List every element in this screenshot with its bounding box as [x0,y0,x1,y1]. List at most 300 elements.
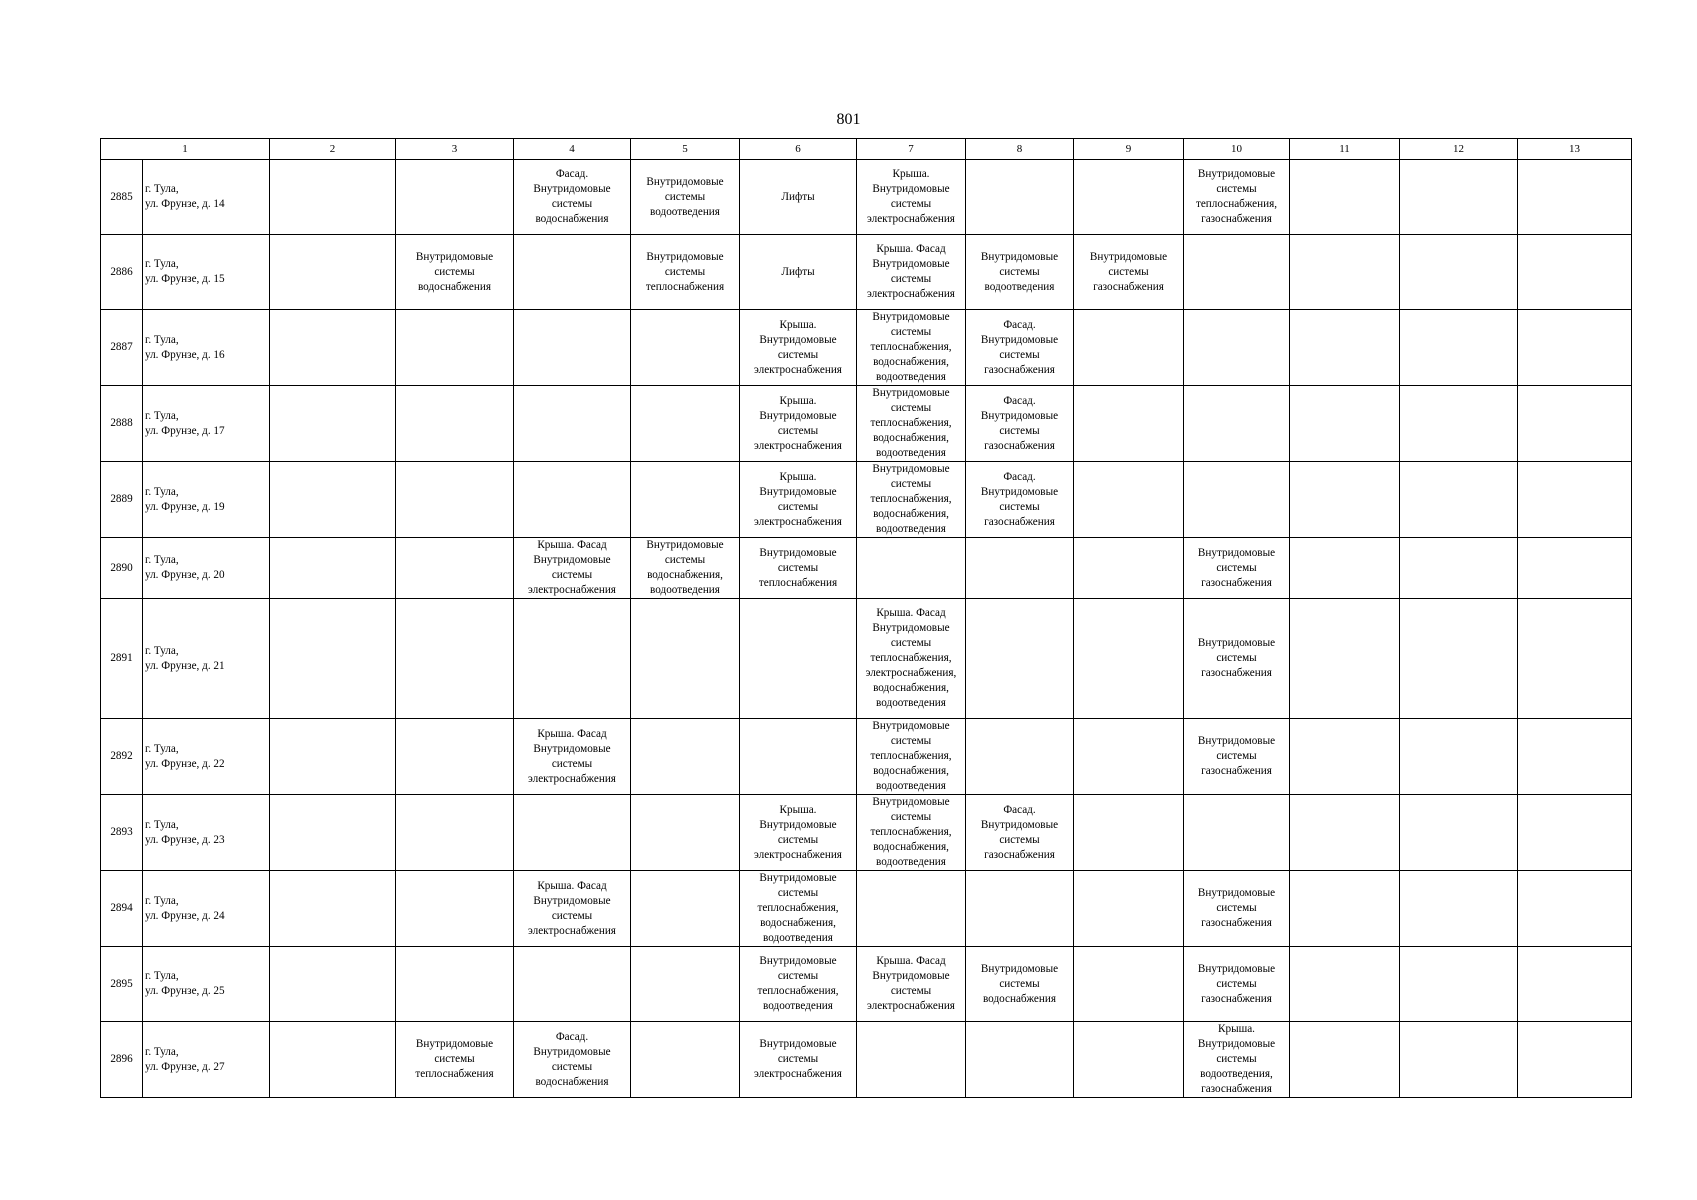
work-type-text: системы [1216,561,1257,574]
row-number: 2889 [101,462,143,538]
table-row [101,462,1632,538]
work-type-text: системы [1108,265,1149,278]
work-type-text: Внутридомовые [872,387,950,399]
address-cell [143,386,270,462]
work-cell-col-6 [740,160,857,235]
address-line: ул. Фрунзе, д. 27 [145,1060,225,1073]
address-line: г. Тула, [145,333,179,346]
address-line: ул. Фрунзе, д. 21 [145,659,225,672]
work-cell-col-13 [1518,235,1632,310]
work-cell-col-11 [1290,160,1400,235]
work-type-text: газоснабжения [1201,917,1272,929]
work-type-text: Крыша. Фасад [537,879,607,892]
work-cell-col-5 [631,538,740,599]
work-cell-col-6 [740,719,857,795]
work-cell-col-8 [966,719,1074,795]
work-cell-col-9 [1074,719,1184,795]
work-type-text: системы [551,198,593,210]
table-row [101,719,1632,795]
work-cell-col-11 [1290,386,1400,462]
work-cell-col-10 [1184,386,1290,462]
work-cell-col-5 [631,462,740,538]
work-type-text: Внутридомовые [1197,637,1276,649]
address-line: г. Тула, [145,554,179,566]
column-header-2: 2 [270,139,396,160]
work-cell-col-13 [1518,947,1632,1022]
address-cell [143,160,270,235]
address-line: г. Тула, [145,485,179,498]
row-number: 2893 [101,795,143,871]
work-cell-col-8 [966,538,1074,599]
work-cell-col-4 [514,310,631,386]
work-type-text: Крыша. Фасад [537,539,607,551]
column-header-10: 10 [1184,139,1290,160]
row-number: 2887 [101,310,143,386]
work-cell-col-5 [631,310,740,386]
work-type-text: Внутридомовые [759,818,837,831]
work-cell-col-10 [1184,599,1290,719]
work-cell-col-8 [966,795,1074,871]
work-cell-col-12 [1400,719,1518,795]
work-cell-col-7 [857,599,966,719]
work-type-text: Фасад. [1003,470,1036,483]
table-row [101,310,1632,386]
work-cell-col-3 [396,462,514,538]
work-cell-col-2 [270,235,396,310]
work-type-text: Лифты [781,265,815,278]
work-type-text: системы [1216,977,1257,990]
work-type-text: водоснабжения, [873,765,949,777]
row-number: 2894 [101,871,143,947]
column-header-5: 5 [631,139,740,160]
table-row [101,1022,1632,1098]
work-cell-col-4 [514,160,631,235]
work-cell-col-9 [1074,599,1184,719]
work-cell-col-3 [396,310,514,386]
work-type-text: Внутридомовые [1089,250,1168,263]
address-cell [143,235,270,310]
work-cell-col-7 [857,386,966,462]
address-line: г. Тула, [145,894,179,907]
work-type-text: системы [890,811,932,823]
work-type-text: Лифты [781,190,815,203]
work-type-text: Внутридомовые [872,720,950,732]
work-cell-col-12 [1400,947,1518,1022]
work-type-text: водоотведения [763,1000,833,1012]
work-cell-col-2 [270,1022,396,1098]
work-type-text: Крыша. [779,318,817,331]
work-cell-col-12 [1400,386,1518,462]
work-type-text: водоотведения [984,280,1055,293]
work-type-text: газоснабжения [984,848,1055,861]
table-row [101,386,1632,462]
work-type-text: Внутридомовые [759,333,837,346]
work-cell-col-2 [270,795,396,871]
work-cell-col-10 [1184,795,1290,871]
work-cell-col-4 [514,871,631,947]
work-type-text: системы [999,500,1040,513]
work-cell-col-4 [514,1022,631,1098]
work-type-text: Внутридомовые [980,250,1059,263]
work-type-text: системы [890,478,932,490]
work-type-text: газоснабжения [984,515,1055,528]
work-cell-col-13 [1518,386,1632,462]
work-type-text: Крыша. Фасад [876,955,946,967]
work-type-text: водоснабжения [535,1075,609,1088]
work-cell-col-2 [270,599,396,719]
work-type-text: системы [890,985,932,997]
work-type-text: Внутридомовые [980,962,1059,975]
work-cell-col-8 [966,310,1074,386]
column-header-9: 9 [1074,139,1184,160]
work-type-text: водоотведения [876,856,946,868]
table-row [101,235,1632,310]
work-type-text: системы [999,348,1040,361]
work-cell-col-13 [1518,795,1632,871]
work-type-text: Внутридомовые [533,742,611,755]
work-type-text: системы [664,554,706,566]
work-type-text: теплоснабжения [415,1068,494,1080]
work-type-text: Крыша. Фасад [876,607,946,619]
table-row [101,947,1632,1022]
work-type-text: водоснабжения, [760,917,836,929]
work-type-text: системы [551,757,593,770]
row-number: 2885 [101,160,143,235]
work-type-text: Внутридомовые [533,1045,611,1058]
work-type-text: Крыша. [892,168,930,180]
work-cell-col-3 [396,599,514,719]
work-type-text: газоснабжения [1201,992,1272,1005]
work-cell-col-13 [1518,462,1632,538]
work-type-text: системы [1216,750,1257,762]
work-type-text: Внутридомовые [980,818,1059,831]
work-type-text: электроснабжения [528,772,616,785]
work-type-text: водоотведения [876,371,946,383]
column-header-1: 1 [101,139,270,160]
address-cell [143,310,270,386]
work-type-text: системы [551,909,593,922]
work-cell-col-6 [740,871,857,947]
work-cell-col-5 [631,871,740,947]
work-type-text: водоотведения [650,205,720,218]
work-type-text: системы [890,402,932,414]
work-type-text: Крыша. [779,394,817,407]
work-cell-col-5 [631,599,740,719]
work-type-text: электроснабжения [754,439,842,452]
work-type-text: Внутридомовые [980,409,1059,422]
address-line: г. Тула, [145,183,179,195]
work-type-text: Внутридомовые [872,463,950,475]
work-cell-col-9 [1074,310,1184,386]
address-line: ул. Фрунзе, д. 19 [145,500,225,513]
column-header-11: 11 [1290,139,1400,160]
work-cell-col-6 [740,462,857,538]
work-type-text: Внутридомовые [872,258,950,270]
work-type-text: системы [890,735,932,747]
work-cell-col-7 [857,1022,966,1098]
work-cell-col-7 [857,871,966,947]
work-cell-col-13 [1518,538,1632,599]
work-cell-col-3 [396,1022,514,1098]
work-cell-col-3 [396,235,514,310]
work-type-text: Внутридомовые [759,872,837,884]
work-type-text: водоснабжения, [873,432,949,444]
work-type-text: Фасад. [1003,803,1036,816]
work-cell-col-6 [740,538,857,599]
work-cell-col-10 [1184,947,1290,1022]
work-cell-col-2 [270,160,396,235]
work-type-text: системы [777,424,819,437]
work-cell-col-8 [966,947,1074,1022]
work-cell-col-11 [1290,462,1400,538]
work-cell-col-9 [1074,947,1184,1022]
work-cell-col-13 [1518,1022,1632,1098]
work-type-text: водоотведения [876,523,946,535]
column-header-6: 6 [740,139,857,160]
work-cell-col-10 [1184,719,1290,795]
work-cell-col-9 [1074,160,1184,235]
address-line: ул. Фрунзе, д. 24 [145,909,225,922]
work-type-text: Внутридомовые [415,250,494,263]
work-cell-col-5 [631,795,740,871]
work-cell-col-4 [514,462,631,538]
work-type-text: газоснабжения [1201,667,1272,679]
row-number: 2888 [101,386,143,462]
work-type-text: Внутридомовые [1197,887,1276,899]
work-cell-col-3 [396,947,514,1022]
work-type-text: теплоснабжения, [757,985,839,997]
work-type-text: электроснабжения [867,1000,955,1012]
row-number: 2891 [101,599,143,719]
work-type-text: Внутридомовые [1197,735,1276,747]
work-cell-col-7 [857,795,966,871]
work-cell-col-10 [1184,538,1290,599]
work-cell-col-2 [270,310,396,386]
work-cell-col-2 [270,719,396,795]
work-cell-col-8 [966,160,1074,235]
work-type-text: теплоснабжения, [870,750,952,762]
work-type-text: системы [777,500,819,513]
work-type-text: Внутридомовые [759,485,837,498]
table-row [101,160,1632,235]
address-cell [143,599,270,719]
work-cell-col-8 [966,462,1074,538]
work-type-text: Внутридомовые [533,554,611,566]
work-cell-col-11 [1290,1022,1400,1098]
work-type-text: теплоснабжения, [870,341,952,353]
work-cell-col-9 [1074,1022,1184,1098]
work-cell-col-12 [1400,235,1518,310]
work-type-text: водоснабжения, [873,508,949,520]
work-type-text: водоснабжения, [873,356,949,368]
work-type-text: Внутридомовые [759,546,837,559]
work-cell-col-8 [966,871,1074,947]
work-cell-col-6 [740,1022,857,1098]
work-type-text: Внутридомовые [872,622,950,634]
address-line: ул. Фрунзе, д. 23 [145,833,225,846]
work-type-text: электроснабжения [528,924,616,937]
work-cell-col-5 [631,947,740,1022]
work-type-text: водоотведения [876,447,946,459]
table-row [101,795,1632,871]
row-number: 2892 [101,719,143,795]
work-cell-col-13 [1518,871,1632,947]
work-type-text: Внутридомовые [533,183,611,195]
work-cell-col-4 [514,538,631,599]
work-type-text: Внутридомовые [415,1038,494,1050]
work-type-text: электроснабжения, [865,667,957,679]
work-cell-col-4 [514,386,631,462]
address-line: г. Тула, [145,970,179,982]
work-cell-col-7 [857,462,966,538]
row-number: 2890 [101,538,143,599]
work-type-text: Фасад. [555,168,589,180]
work-type-text: системы [777,1053,819,1065]
work-type-text: водоснабжения, [647,569,723,581]
address-line: г. Тула, [145,742,179,755]
work-type-text: Внутридомовые [759,409,837,422]
work-type-text: Крыша. Фасад [876,243,946,255]
address-line: ул. Фрунзе, д. 16 [145,348,225,361]
work-cell-col-4 [514,599,631,719]
address-cell [143,719,270,795]
work-type-text: Внутридомовые [980,485,1059,498]
work-cell-col-7 [857,310,966,386]
work-type-text: системы [664,265,706,278]
work-type-text: системы [890,326,932,338]
work-type-text: системы [999,833,1040,846]
work-type-text: Крыша. [779,470,817,483]
work-type-text: электроснабжения [867,213,955,225]
work-cell-col-3 [396,386,514,462]
work-cell-col-2 [270,871,396,947]
work-type-text: Фасад. [555,1030,589,1043]
work-type-text: газоснабжения [1201,213,1272,225]
work-type-text: системы [999,265,1040,278]
address-line: ул. Фрунзе, д. 17 [145,424,225,437]
work-cell-col-2 [270,462,396,538]
work-type-text: водоснабжения [982,992,1057,1005]
work-type-text: системы [551,1060,593,1073]
work-cell-col-4 [514,947,631,1022]
work-type-text: системы [1216,902,1257,914]
repair-schedule-table [100,138,1632,1098]
work-type-text: Внутридомовые [646,175,724,188]
work-cell-col-11 [1290,310,1400,386]
work-cell-col-6 [740,795,857,871]
work-cell-col-13 [1518,160,1632,235]
work-type-text: Внутридомовые [1197,546,1276,559]
work-type-text: электроснабжения [754,363,842,376]
work-cell-col-2 [270,386,396,462]
row-number: 2896 [101,1022,143,1098]
work-type-text: Фасад. [1003,318,1036,331]
address-cell [143,947,270,1022]
work-type-text: Внутридомовые [872,311,950,323]
work-type-text: газоснабжения [984,439,1055,452]
work-cell-col-7 [857,235,966,310]
work-type-text: Внутридомовые [1197,962,1276,975]
work-cell-col-3 [396,871,514,947]
work-cell-col-3 [396,538,514,599]
work-type-text: Внутридомовые [646,250,724,263]
work-cell-col-12 [1400,795,1518,871]
work-cell-col-10 [1184,1022,1290,1098]
work-cell-col-5 [631,1022,740,1098]
work-cell-col-6 [740,235,857,310]
work-type-text: водоотведения, [1200,1068,1273,1080]
work-cell-col-6 [740,386,857,462]
work-type-text: системы [890,273,932,285]
address-line: г. Тула, [145,258,179,270]
address-cell [143,1022,270,1098]
work-cell-col-4 [514,719,631,795]
work-cell-col-11 [1290,795,1400,871]
work-cell-col-12 [1400,462,1518,538]
work-cell-col-5 [631,160,740,235]
work-type-text: газоснабжения [1201,576,1272,589]
work-cell-col-4 [514,795,631,871]
work-cell-col-2 [270,947,396,1022]
work-type-text: водоотведения [876,780,946,792]
work-cell-col-10 [1184,310,1290,386]
work-cell-col-10 [1184,160,1290,235]
work-type-text: водоотведения [876,697,946,709]
address-line: ул. Фрунзе, д. 15 [145,273,225,285]
work-cell-col-12 [1400,538,1518,599]
work-cell-col-10 [1184,235,1290,310]
work-cell-col-4 [514,235,631,310]
address-line: ул. Фрунзе, д. 22 [145,757,225,770]
work-cell-col-9 [1074,386,1184,462]
work-cell-col-7 [857,538,966,599]
work-type-text: Крыша. [779,803,817,816]
work-type-text: газоснабжения [984,363,1055,376]
work-type-text: системы [664,190,706,203]
work-type-text: системы [999,977,1040,990]
work-type-text: электроснабжения [867,288,955,300]
work-type-text: Внутридомовые [872,970,950,982]
work-type-text: Внутридомовые [759,955,837,967]
work-type-text: электроснабжения [754,515,842,528]
work-cell-col-11 [1290,599,1400,719]
work-type-text: Внутридомовые [646,539,724,551]
table-body [101,139,1632,1098]
work-cell-col-9 [1074,871,1184,947]
work-type-text: водоснабжения, [873,682,949,694]
work-cell-col-9 [1074,235,1184,310]
row-number: 2895 [101,947,143,1022]
work-type-text: системы [434,1053,475,1065]
work-type-text: газоснабжения [1093,280,1164,293]
work-cell-col-3 [396,719,514,795]
work-type-text: системы [551,569,593,581]
work-cell-col-13 [1518,719,1632,795]
work-cell-col-11 [1290,719,1400,795]
work-type-text: Внутридомовые [1197,168,1276,180]
work-cell-col-8 [966,1022,1074,1098]
work-type-text: Внутридомовые [759,1038,837,1050]
address-line: г. Тула, [145,644,179,657]
work-type-text: теплоснабжения, [757,902,839,914]
work-type-text: системы [890,198,932,210]
table-row [101,871,1632,947]
work-cell-col-3 [396,160,514,235]
work-cell-col-7 [857,160,966,235]
work-type-text: системы [777,887,819,899]
work-cell-col-6 [740,310,857,386]
column-header-13: 13 [1518,139,1632,160]
